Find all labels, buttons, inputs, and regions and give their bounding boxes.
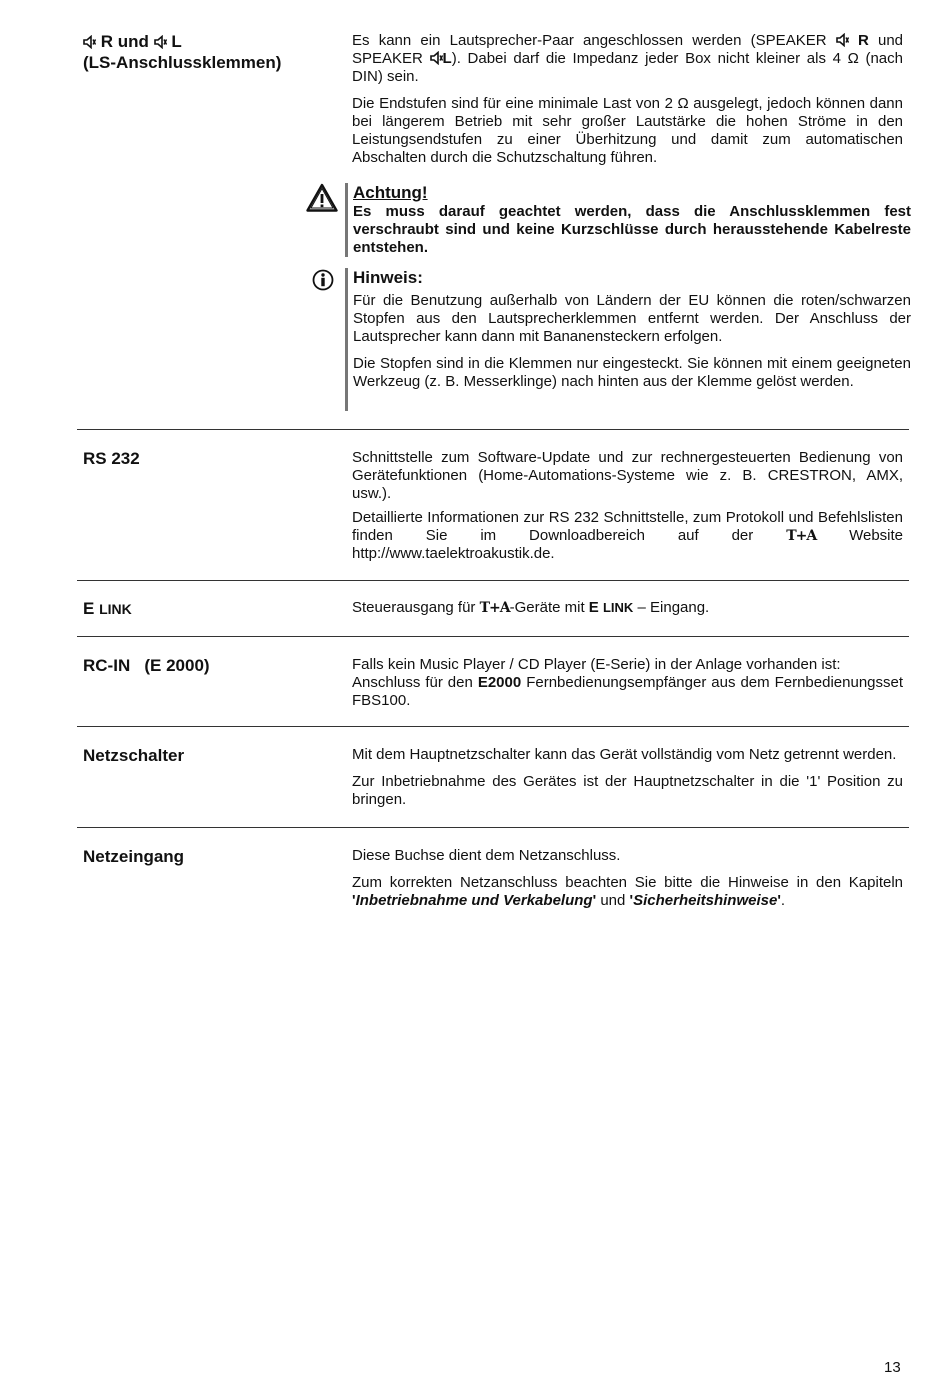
label-part: R und (100, 32, 149, 51)
section-body (352, 847, 903, 919)
text-bold: ' (352, 892, 356, 909)
text-bold: E (588, 599, 599, 616)
section-body (352, 599, 903, 617)
section-divider (77, 429, 909, 430)
text-bold: ' (629, 892, 634, 909)
label-part: LINK (99, 601, 132, 617)
chapter-ref: Inbetriebnahme und Verkabelung (355, 892, 593, 909)
text: Es kann ein Lautsprecher-Paar angeschlossen werden (SPEAKER (352, 32, 827, 49)
warning-note (345, 183, 911, 257)
text: Zum korrekten Netzanschluss beachten Sie bitte die Hinweise in den Kapiteln (352, 874, 903, 891)
section-body (352, 656, 903, 710)
section-netzschalter (77, 745, 909, 815)
section-divider (77, 827, 909, 828)
paragraph (352, 509, 903, 563)
ta-logo: T+A (786, 528, 817, 544)
paragraph: Diese Buchse dient dem Netzanschluss. (352, 847, 621, 864)
section-label (83, 31, 281, 73)
section-body (352, 746, 903, 818)
section-rs232 (77, 448, 909, 568)
text: und (600, 892, 626, 909)
warning-title: Achtung! (353, 183, 428, 202)
hint-title: Hinweis: (353, 268, 423, 287)
chapter-ref: Sicherheitshinweise (633, 892, 778, 909)
text: ). Dabei darf die Impedanz jeder Box nicht kleiner als 4 Ω (nach DIN) sein. (352, 50, 903, 85)
hint-note (345, 268, 911, 411)
text-bold: E2000 (477, 674, 522, 691)
paragraph: Zur Inbetriebnahme des Gerätes ist der Hauptnetzschalter in die '1' Position zu bringen. (352, 773, 903, 808)
paragraph: Die Stopfen sind in die Klemmen nur eingesteckt. Sie können mit einem geeigneten Werkzeug (z. B. Messerklinge) nach hinten aus der Klemme gelöst werden. (353, 355, 911, 390)
paragraph: Mit dem Hauptnetzschalter kann das Gerät vollständig vom Netz getrennt werden. (352, 746, 897, 763)
section-label: Netzschalter (83, 746, 185, 765)
section-label: RC-IN (E 2000) (83, 656, 210, 675)
speaker-icon (83, 35, 96, 49)
section-label: Netzeingang (83, 847, 185, 866)
ta-logo: T+A (479, 600, 510, 616)
text-bold: LINK (602, 600, 634, 615)
text-bold: ' (777, 892, 781, 909)
paragraph (352, 32, 903, 86)
speaker-icon (430, 51, 443, 65)
paragraph: Für die Benutzung außerhalb von Ländern der EU können die roten/schwarzen Stopfen aus den Lautsprecherklemmen entfernt werden. Der Anschluss der Lautsprecher kann dann mit Bananensteckern erfolgen. (353, 292, 911, 345)
info-circle-icon (312, 269, 334, 291)
text: Fernbedienungsempfänger aus dem Fernbedienungsset FBS100. (352, 674, 904, 709)
speaker-icon (154, 35, 167, 49)
section-divider (77, 580, 909, 581)
text-line: Falls kein Music Player / CD Player (E-Serie) in der Anlage vorhanden ist: (352, 656, 841, 673)
label-subtitle: (LS-Anschlussklemmen) (83, 53, 282, 72)
speaker-icon (836, 33, 849, 47)
text: Steuerausgang für (352, 599, 476, 616)
label-part: E (83, 599, 95, 618)
text: Website http://www.taelektroakustik.de. (352, 527, 904, 562)
text-bold: ' (592, 892, 597, 909)
text-bold: R (857, 32, 869, 49)
text-line (352, 674, 903, 710)
section-body (352, 32, 903, 176)
paragraph: Schnittstelle zum Software-Update und zur rechnergesteuerten Bedienung von Gerätefunktionen (Home-Automations-Systeme wie z. B. CRESTRON, AMX, usw.). (352, 449, 903, 502)
hint-text (353, 292, 911, 391)
text: Anschluss für den (352, 674, 473, 691)
section-rc-in (77, 655, 909, 715)
section-body (352, 449, 903, 572)
section-netzeingang (77, 846, 909, 916)
warning-text: Es muss darauf geachtet werden, dass die Anschlussklemmen fest verschraubt sind und keine Kurzschlüsse durch herausstehende Kabelreste entstehen. (353, 203, 911, 256)
section-speaker-terminals (77, 31, 909, 416)
label-part: L (171, 32, 182, 51)
section-divider (77, 636, 909, 637)
section-elink (77, 598, 909, 626)
paragraph: Die Endstufen sind für eine minimale Last von 2 Ω ausgelegt, jedoch können dann bei längerem Betrieb mit sehr großer Lautstärke die hohen Ströme in den Leistungsendstufen zu einer Überhitzung und damit zum automatischen Abschalten durch die Schutzschaltung führen. (352, 95, 903, 166)
page-number: 13 (884, 1359, 901, 1376)
text: und SPEAKER (352, 32, 904, 67)
section-label: RS 232 (83, 449, 140, 468)
section-label (83, 598, 132, 620)
paragraph (352, 874, 903, 910)
text: Detaillierte Informationen zur RS 232 Schnittstelle, zum Protokoll und Befehlslisten finden Sie im Downloadbereich auf der (352, 509, 903, 544)
text: -Geräte mit (509, 599, 585, 616)
warning-triangle-icon (306, 183, 338, 213)
text: – Eingang. (637, 599, 710, 616)
text: . (780, 892, 786, 909)
text-bold: L (442, 50, 452, 67)
section-divider (77, 726, 909, 727)
